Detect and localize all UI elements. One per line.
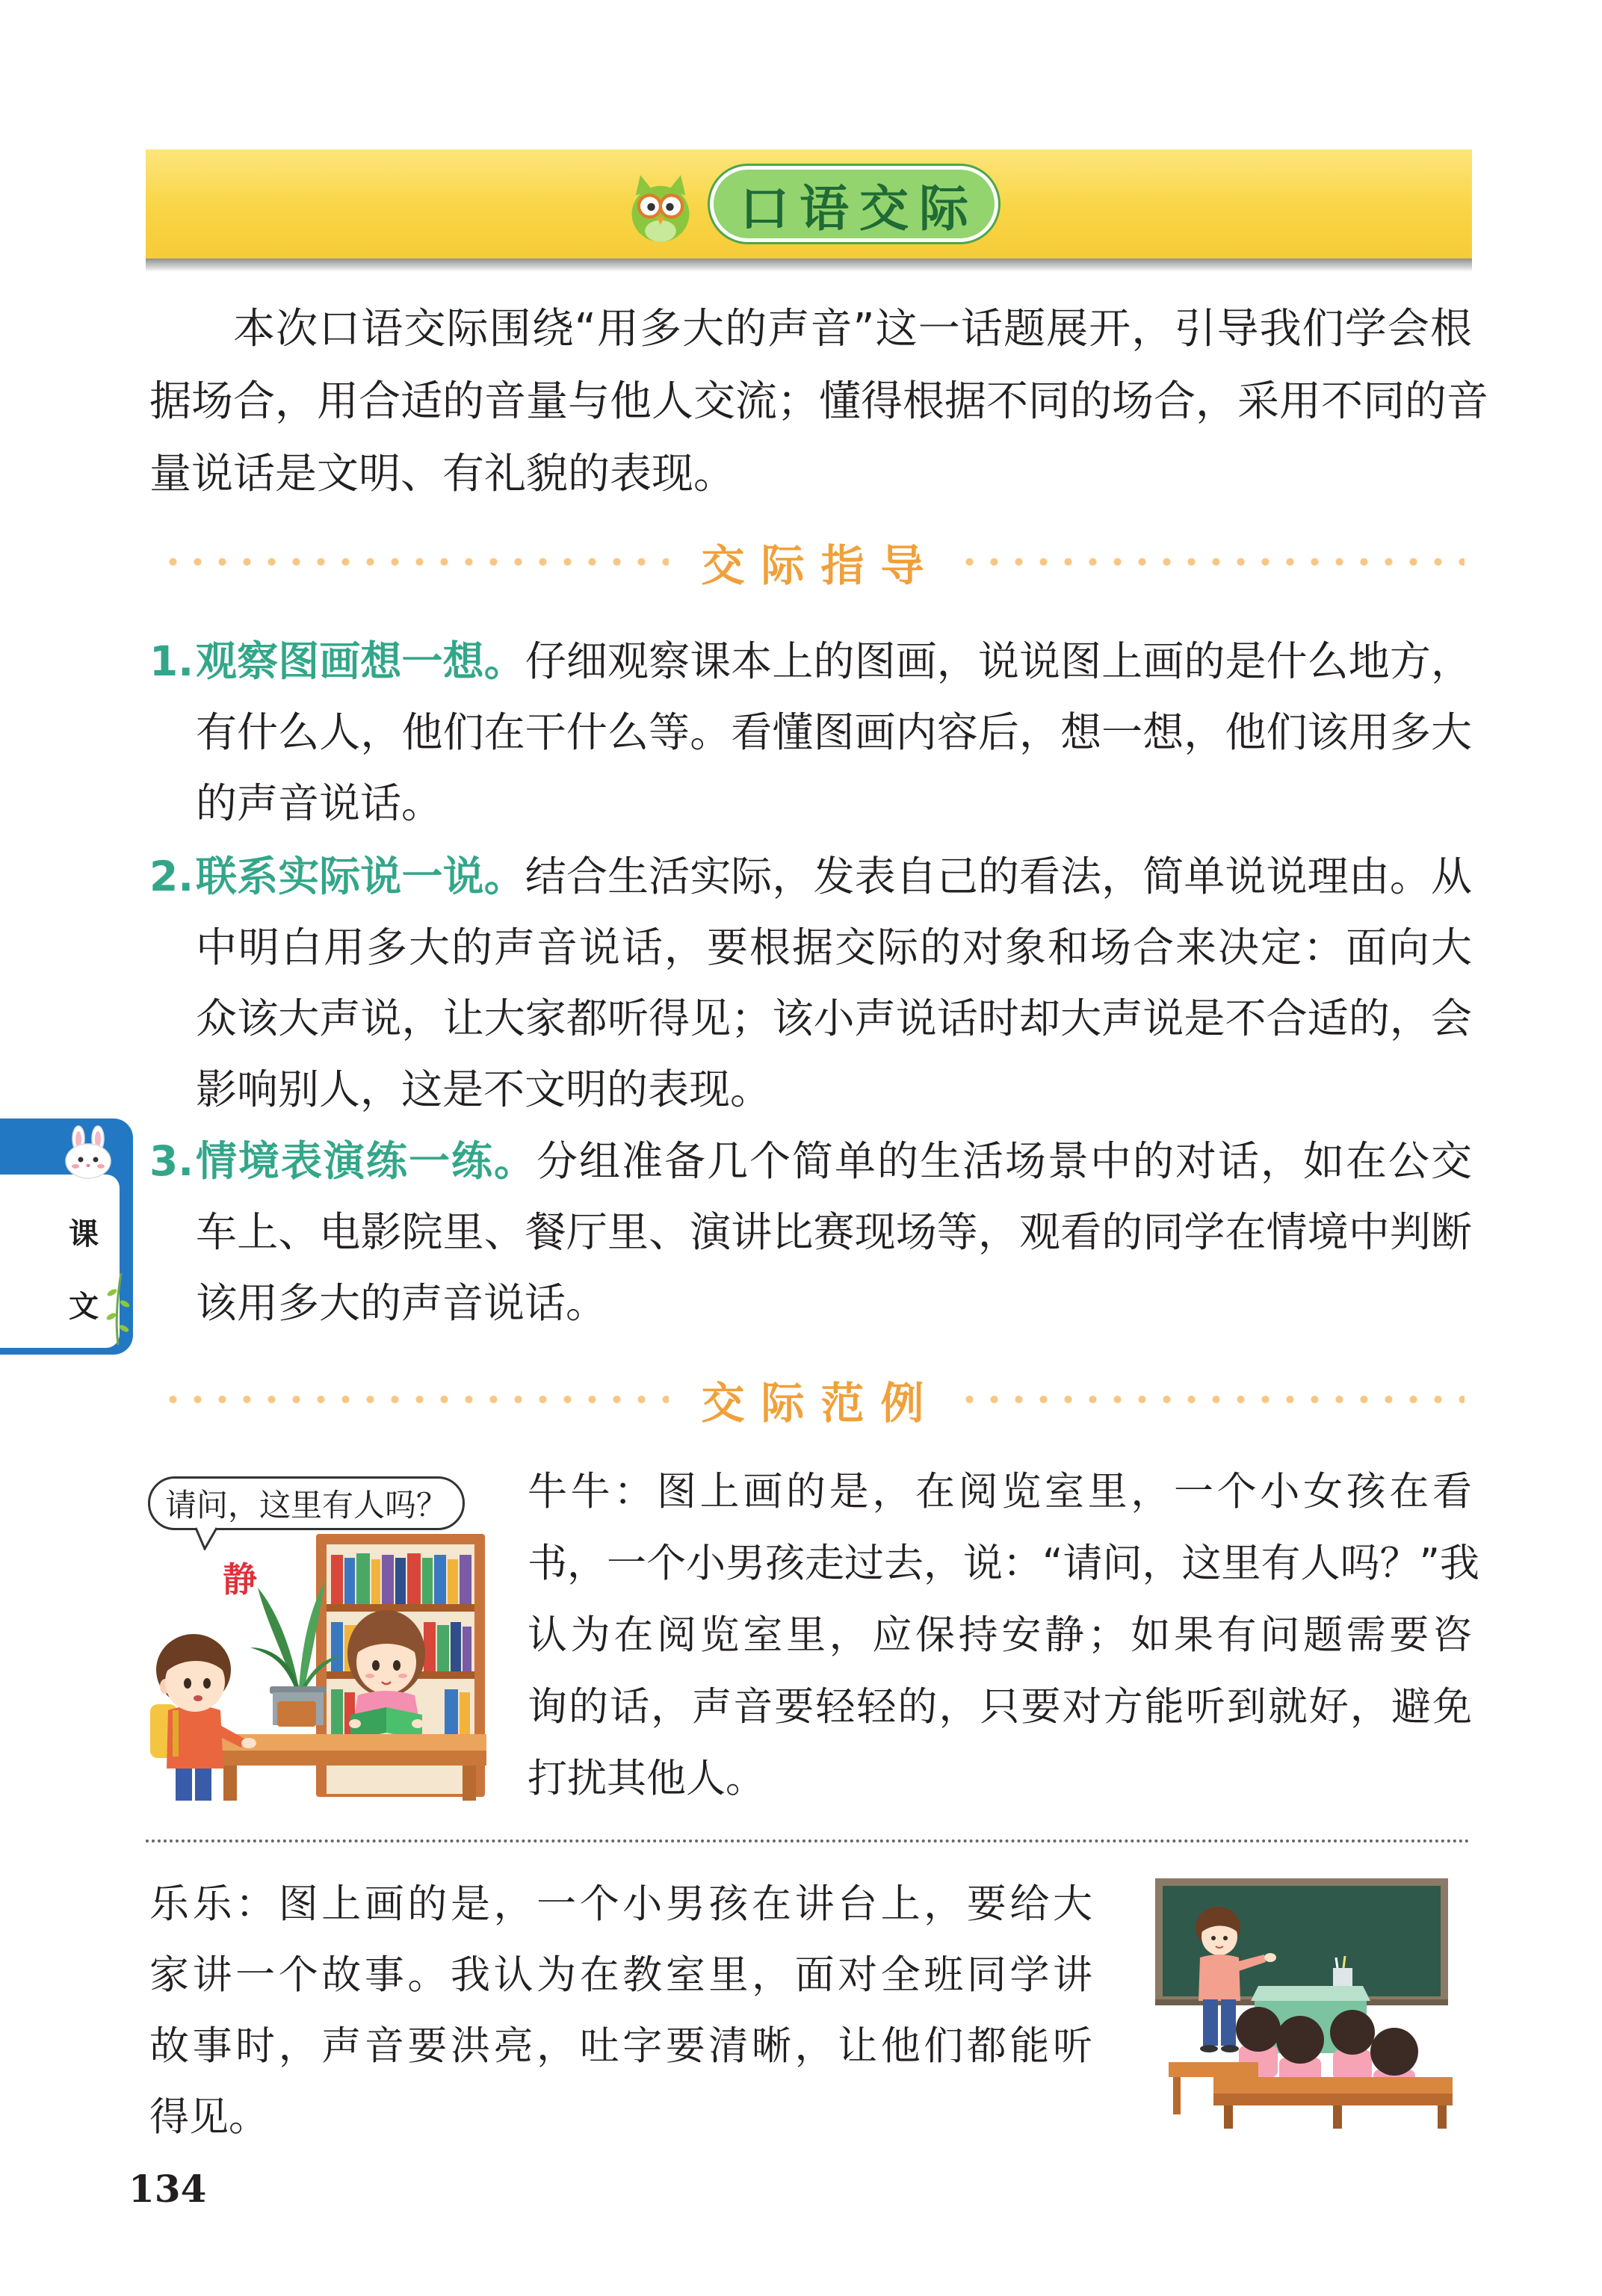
text-line: 该用多大的声音说话。 bbox=[196, 1279, 607, 1327]
boy-student bbox=[150, 1634, 256, 1801]
item-number: 1. bbox=[149, 637, 194, 685]
item-text: 仔细观察课本上的图画，说说图上画的是什么地方， bbox=[525, 637, 1472, 685]
text-line: 本次口语交际围绕“用多大的声音”这一话题展开，引导我们学会根 bbox=[233, 305, 1472, 353]
text-line: 打扰其他人。 bbox=[528, 1756, 765, 1801]
item-label: 观察图画想一想。 bbox=[196, 637, 525, 685]
text-line: 乐乐：图上画的是，一个小男孩在讲台上，要给大 bbox=[149, 1881, 1092, 1927]
section-heading-guide bbox=[161, 532, 1465, 592]
example-classroom-text bbox=[149, 1869, 1092, 2153]
example-library-text bbox=[528, 1456, 1479, 1815]
intro-paragraph bbox=[149, 293, 1488, 510]
guide-item-2 bbox=[149, 841, 1472, 1125]
item-label: 情境表演练一练。 bbox=[196, 1137, 536, 1185]
dotted-divider bbox=[161, 557, 669, 566]
text-line: 故事时，声音要洪亮，吐字要清晰，让他们都能听 bbox=[149, 2023, 1092, 2069]
dotted-separator bbox=[146, 1839, 1470, 1842]
text-line: 认为在阅览室里，应保持安静；如果有问题需要咨 bbox=[528, 1612, 1472, 1658]
speech-bubble-tail bbox=[193, 1526, 223, 1550]
section-heading-examples bbox=[161, 1370, 1465, 1429]
text-line bbox=[196, 1126, 1472, 1197]
dotted-divider bbox=[957, 557, 1465, 566]
quiet-sign: 静 bbox=[223, 1559, 257, 1600]
chair bbox=[277, 1701, 316, 1727]
bunny-icon bbox=[58, 1125, 118, 1179]
text-line: 影响别人，这是不文明的表现。 bbox=[196, 1065, 772, 1113]
section-title: 交际范例 bbox=[701, 1378, 941, 1429]
text-line: 量说话是文明、有礼貌的表现。 bbox=[149, 450, 735, 498]
classroom-illustration bbox=[1146, 1874, 1457, 2129]
text-line bbox=[196, 841, 1472, 912]
text-line: 众该大声说，让大家都听得见；该小声说话时却大声说是不合适的，会 bbox=[196, 994, 1472, 1042]
plant-sprig-icon bbox=[105, 1270, 132, 1345]
item-text: 结合生活实际，发表自己的看法，简单说说理由。从 bbox=[525, 853, 1472, 900]
side-tab-char: 文 bbox=[69, 1290, 99, 1324]
page-title: 口语交际 bbox=[710, 166, 998, 242]
item-number: 2. bbox=[149, 853, 194, 900]
section-title: 交际指导 bbox=[701, 540, 941, 591]
dotted-divider bbox=[161, 1395, 669, 1404]
page-number: 134 bbox=[129, 2167, 207, 2211]
text-line: 的声音说话。 bbox=[196, 779, 443, 827]
text-line: 车上、电影院里、餐厅里、演讲比赛现场等，观看的同学在情境中判断 bbox=[196, 1208, 1472, 1256]
text-line: 有什么人，他们在干什么等。看懂图画内容后，想一想，他们该用多大 bbox=[196, 708, 1472, 756]
text-line: 书，一个小男孩走过去，说：“请问，这里有人吗？”我 bbox=[528, 1541, 1479, 1586]
item-text: 分组准备几个简单的生活场景中的对话，如在公交 bbox=[536, 1137, 1472, 1185]
girl-reading bbox=[347, 1610, 425, 1740]
text-line: 据场合，用合适的音量与他人交流；懂得根据不同的场合，采用不同的音 bbox=[149, 377, 1488, 426]
library-illustration bbox=[146, 1528, 489, 1801]
text-line: 得见。 bbox=[149, 2094, 268, 2140]
text-line: 中明白用多大的声音说话，要根据交际的对象和场合来决定：面向大 bbox=[196, 923, 1472, 971]
text-line bbox=[196, 626, 1472, 697]
banner-shadow bbox=[146, 259, 1472, 272]
text-line: 询的话，声音要轻轻的，只要对方能听到就好，避免 bbox=[528, 1684, 1472, 1730]
guide-item-1 bbox=[149, 626, 1472, 839]
dotted-divider bbox=[957, 1395, 1465, 1404]
owl-mascot-icon bbox=[622, 169, 699, 247]
speech-bubble: 请问，这里有人吗？ bbox=[148, 1476, 465, 1530]
text-line: 家讲一个故事。我认为在教室里，面对全班同学讲 bbox=[149, 1952, 1092, 1998]
item-number: 3. bbox=[149, 1137, 194, 1185]
item-label: 联系实际说一说。 bbox=[196, 853, 525, 900]
guide-item-3 bbox=[149, 1126, 1472, 1339]
side-tab-char: 课 bbox=[69, 1217, 99, 1251]
text-line: 牛牛：图上画的是，在阅览室里，一个小女孩在看 bbox=[528, 1469, 1472, 1514]
